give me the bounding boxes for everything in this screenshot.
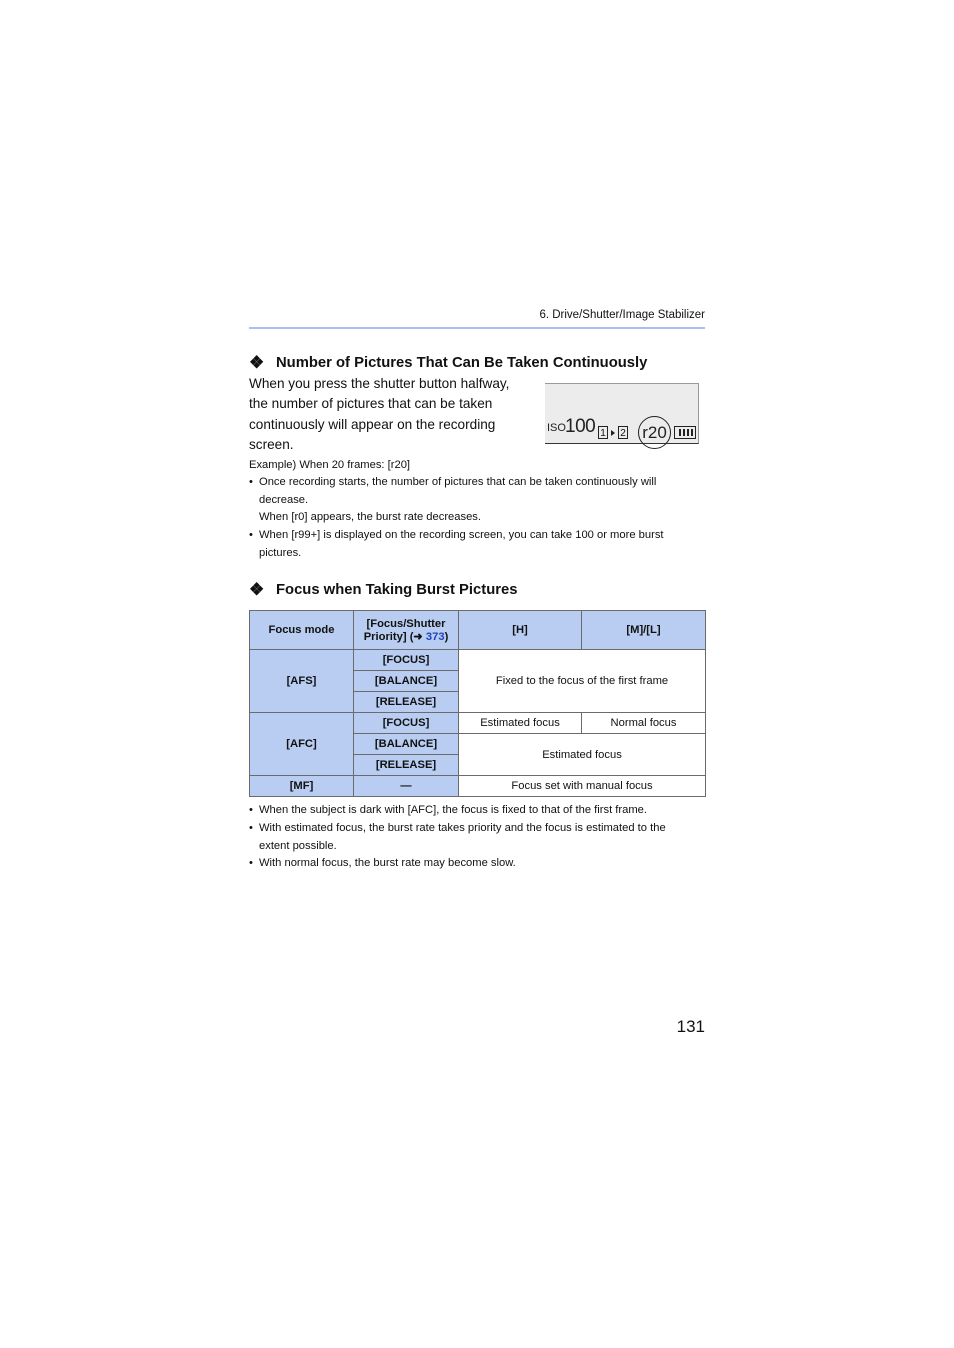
chapter-header: 6. Drive/Shutter/Image Stabilizer (539, 309, 705, 321)
priority-focus: [FOCUS] (354, 650, 459, 671)
header-priority-line: [Focus/Shutter (366, 617, 446, 630)
note-item (249, 855, 705, 873)
note-line: With normal focus, the burst rate may become slow. (259, 857, 516, 869)
bullet-dot-icon: • (249, 822, 253, 834)
bullet-dot-icon: • (249, 529, 253, 541)
section-title-text: Focus when Taking Burst Pictures (276, 581, 518, 598)
table-row (250, 650, 706, 671)
section-title-continuous (249, 354, 647, 371)
afs-result: Fixed to the focus of the first frame (459, 650, 706, 713)
note-item (249, 820, 705, 855)
bullet-line: When [r99+] is displayed on the recording screen, you can take 100 or more burst (259, 529, 664, 541)
card-slot-1-icon: 1 (598, 426, 608, 439)
table-header-row (250, 611, 706, 650)
mode-afc: [AFC] (250, 713, 354, 776)
priority-release: [RELEASE] (354, 755, 459, 776)
bullet-line: Once recording starts, the number of pictures that can be taken continuously will (259, 476, 657, 488)
battery-icon (674, 426, 696, 439)
arrow-right-icon (611, 430, 615, 436)
intro-paragraph (249, 374, 529, 455)
header-h: [H] (459, 611, 582, 650)
header-focus-mode: Focus mode (250, 611, 354, 650)
priority-release: [RELEASE] (354, 692, 459, 713)
priority-dash: — (354, 776, 459, 797)
bullet-line: pictures. (259, 546, 302, 559)
mf-result: Focus set with manual focus (459, 776, 706, 797)
intro-line: screen. (249, 436, 294, 452)
bullet-dot-icon: • (249, 857, 253, 869)
intro-line: continuously will appear on the recording (249, 416, 496, 432)
bullet-item (249, 527, 705, 562)
table-row (250, 713, 706, 734)
bullet-line: decrease. (259, 493, 309, 506)
intro-line: the number of pictures that can be taken (249, 396, 493, 412)
note-line: When the subject is dark with [AFC], the focus is fixed to that of the first frame. (259, 804, 647, 816)
arrow-icon: ➜ (413, 630, 423, 643)
header-rule (249, 327, 705, 329)
page-link[interactable]: 373 (425, 630, 445, 643)
afc-focus-h: Estimated focus (459, 713, 582, 734)
header-ml: [M]/[L] (582, 611, 706, 650)
focus-table (249, 610, 706, 797)
table-row (250, 776, 706, 797)
card-slot-2-icon: 2 (618, 426, 628, 439)
diamond-bullet-icon: ❖ (249, 580, 265, 599)
bullet-line: When [r0] appears, the burst rate decreases. (259, 511, 482, 523)
mode-mf: [MF] (250, 776, 354, 797)
note-item (249, 802, 705, 820)
bullet-dot-icon: • (249, 804, 253, 816)
priority-balance: [BALANCE] (354, 671, 459, 692)
recording-screen-illustration (545, 383, 699, 444)
header-priority-line: Priority] ( (363, 630, 414, 643)
mode-afs: [AFS] (250, 650, 354, 713)
diamond-bullet-icon: ❖ (249, 353, 265, 372)
bullet-item (249, 474, 705, 527)
bullet-dot-icon: • (249, 476, 253, 488)
priority-focus: [FOCUS] (354, 713, 459, 734)
header-priority (354, 611, 459, 650)
burst-count-indicator: r20 (638, 416, 671, 449)
afc-focus-ml: Normal focus (582, 713, 706, 734)
priority-balance: [BALANCE] (354, 734, 459, 755)
example-text: Example) When 20 frames: [r20] (249, 459, 411, 471)
note-line: With estimated focus, the burst rate takes priority and the focus is estimated to the (259, 822, 666, 834)
iso-label: ISO (547, 422, 566, 434)
note-line: extent possible. (259, 839, 337, 852)
section-title-text: Number of Pictures That Can Be Taken Continuously (276, 354, 648, 371)
page-number: 131 (676, 1017, 705, 1036)
afc-other-result: Estimated focus (459, 734, 706, 776)
section-title-focus (249, 581, 517, 598)
intro-line: When you press the shutter button halfway, (249, 376, 510, 391)
iso-value: 100 (565, 416, 596, 437)
header-priority-line: ) (444, 630, 449, 643)
